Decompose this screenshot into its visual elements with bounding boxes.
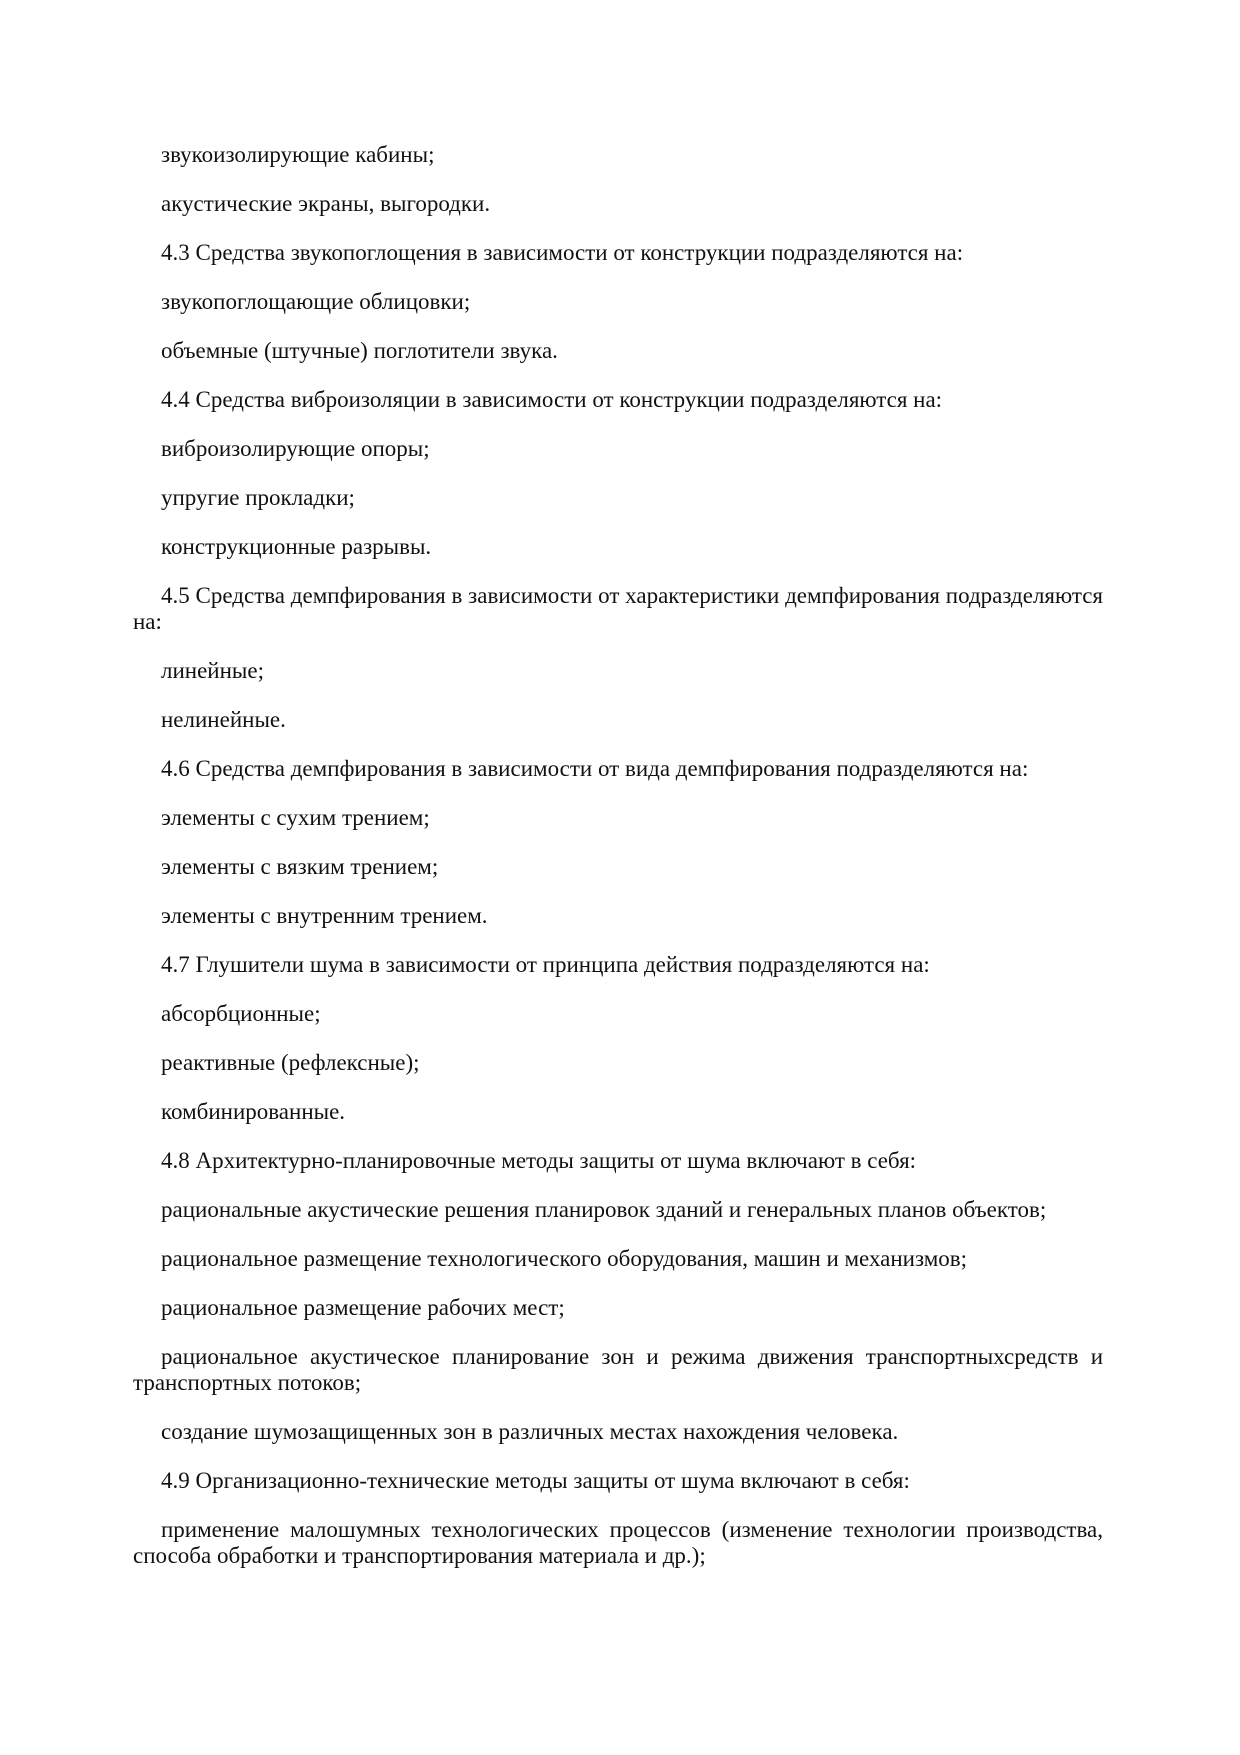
paragraph-item: реактивные (рефлексные); (161, 1050, 420, 1075)
paragraph-item: рациональное размещение рабочих мест; (161, 1295, 565, 1320)
paragraph-item: виброизолирующие опоры; (161, 436, 430, 461)
section-heading-4-3: 4.3 Средства звукопоглощения в зависимости от конструкции подразделяются на: (161, 240, 964, 265)
document-page (133, 142, 1103, 1569)
paragraph-item: рациональное размещение технологического оборудования, машин и механизмов; (161, 1246, 968, 1271)
paragraph-item: создание шумозащищенных зон в различных местах нахождения человека. (161, 1419, 899, 1444)
paragraph-item: акустические экраны, выгородки. (161, 191, 491, 216)
paragraph-item: линейные; (161, 658, 264, 683)
paragraph-item: объемные (штучные) поглотители звука. (161, 338, 558, 363)
paragraph-item: элементы с сухим трением; (161, 805, 430, 830)
paragraph-item: звукоизолирующие кабины; (161, 142, 435, 167)
section-heading-4-4: 4.4 Средства виброизоляции в зависимости от конструкции подразделяются на: (161, 387, 943, 412)
section-heading-4-5: 4.5 Средства демпфирования в зависимости от характеристики демпфирования подразделяются на: (133, 583, 1103, 634)
paragraph-item: элементы с вязким трением; (161, 854, 439, 879)
paragraph-item: абсорбционные; (161, 1001, 321, 1026)
section-heading-4-6: 4.6 Средства демпфирования в зависимости от вида демпфирования подразделяются на: (161, 756, 1029, 781)
paragraph-item: комбинированные. (161, 1099, 346, 1124)
paragraph-item: конструкционные разрывы. (161, 534, 432, 559)
paragraph-item: рациональное акустическое планирование зон и режима движения транспортныхсредств и транспортных потоков; (133, 1344, 1103, 1395)
paragraph-item: применение малошумных технологических процессов (изменение технологии производства, способа обработки и транспортирования материала и др.); (133, 1517, 1103, 1568)
paragraph-item: звукопоглощающие облицовки; (161, 289, 471, 314)
paragraph-item: нелинейные. (161, 707, 286, 732)
paragraph-item: рациональные акустические решения планировок зданий и генеральных планов объектов; (161, 1197, 1047, 1222)
paragraph-item: упругие прокладки; (161, 485, 355, 510)
section-heading-4-8: 4.8 Архитектурно-планировочные методы защиты от шума включают в себя: (161, 1148, 917, 1173)
paragraph-item: элементы с внутренним трением. (161, 903, 488, 928)
section-heading-4-7: 4.7 Глушители шума в зависимости от принципа действия подразделяются на: (161, 952, 930, 977)
section-heading-4-9: 4.9 Организационно-технические методы защиты от шума включают в себя: (161, 1468, 910, 1493)
